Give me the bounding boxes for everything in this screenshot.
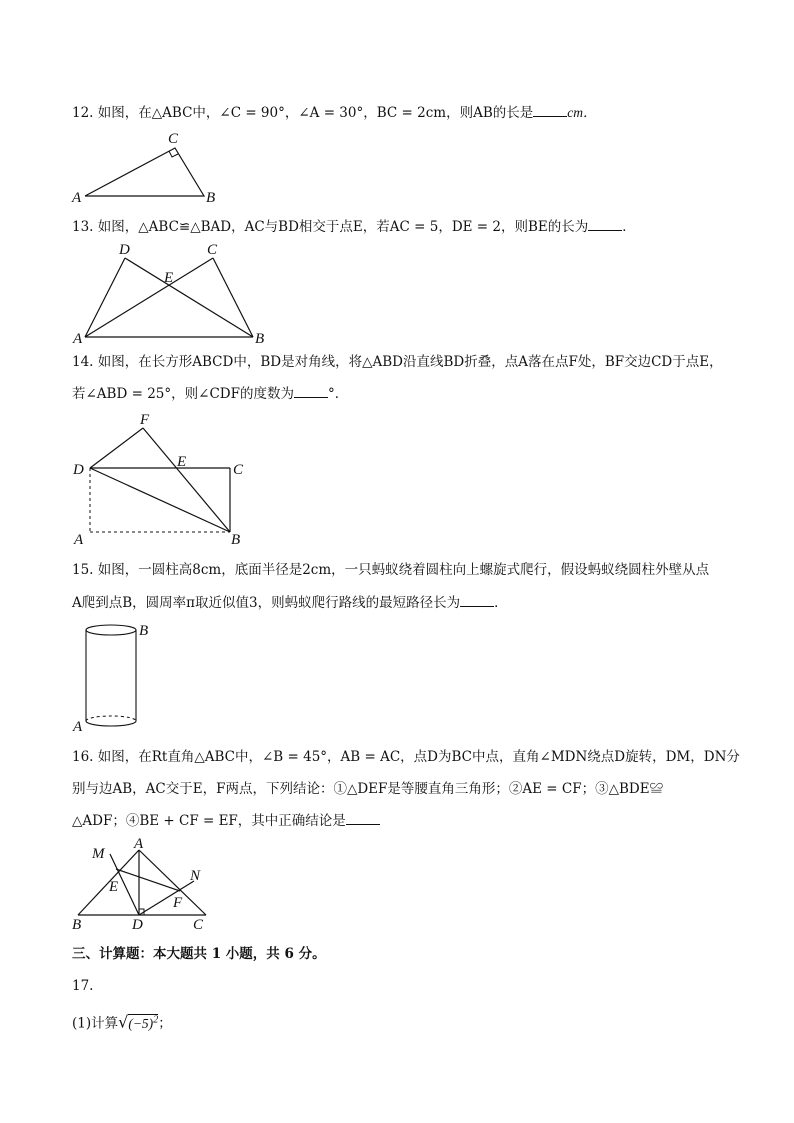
q12-stem: 12. 如图，在△ABC中，∠C = 90°，∠A = 30°，BC = 2cm，则AB的长是 <box>72 105 534 121</box>
q12-text <box>72 102 597 123</box>
q13-figure <box>68 240 278 348</box>
q17-radicand <box>128 1014 158 1031</box>
q14-stem-2: 若∠ABD = 25°，则∠CDF的度数为 <box>72 386 294 402</box>
q16-text-line2 <box>72 779 663 799</box>
q14-label-c: C <box>233 462 244 478</box>
q16-label-b: B <box>72 917 82 933</box>
q14-text-line2 <box>72 383 348 404</box>
q15-cylinder-bottom-front <box>86 721 136 726</box>
q16-label-n: N <box>190 868 201 884</box>
q12-label-c: C <box>168 131 179 147</box>
q13-label-b: B <box>255 331 265 347</box>
q15-text-line2 <box>72 592 508 613</box>
q14-label-e: E <box>177 454 187 470</box>
sqrt-symbol: √ <box>118 1012 129 1032</box>
q13-answer-blank[interactable] <box>588 216 622 231</box>
q15-stem-1: 15. 如图，一圆柱高8cm，底面半径是2cm，一只蚂蚁绕着圆柱向上螺旋式爬行，假设蚂蚁绕圆柱外壁从点 <box>72 562 710 578</box>
q16-label-m: M <box>92 846 105 862</box>
q14-label-b: B <box>231 532 241 548</box>
q14-text-line1 <box>72 352 723 372</box>
q16-label-a: A <box>134 836 144 852</box>
q12-right-angle-mark <box>169 151 178 157</box>
q13-label-a: A <box>73 331 83 347</box>
q16-text-line1 <box>72 747 740 767</box>
q12-label-b: B <box>206 190 216 206</box>
q15-figure <box>68 618 168 736</box>
q17-exponent: 2 <box>153 1014 159 1025</box>
q16-figure <box>66 834 226 934</box>
q17-part1-end: ； <box>158 1015 172 1032</box>
q14-segment-df <box>90 428 143 468</box>
q13-segment-ac <box>85 258 213 337</box>
q15-label-a: A <box>73 719 83 735</box>
q14-answer-blank[interactable] <box>294 383 328 398</box>
q14-label-f: F <box>140 412 150 428</box>
q15-cylinder-top <box>86 625 136 635</box>
q15-text-line1 <box>72 560 709 580</box>
q14-figure <box>68 408 268 550</box>
q16-stem-3: △ADF；④BE + CF = EF，其中正确结论是 <box>72 813 346 829</box>
q17-part1 <box>72 1010 172 1034</box>
q16-stem-2: 别与边AB，AC交于E，F两点，下列结论：①△DEF是等腰直角三角形；②AE = CF；③△BDE≌ <box>72 781 664 797</box>
q14-segment-fb <box>143 428 230 532</box>
section-three-heading: 三、计算题：本大题共 1 小题，共 6 分。 <box>72 946 326 962</box>
q13-label-d: D <box>119 242 130 258</box>
q15-label-b: B <box>139 623 149 639</box>
q12-triangle <box>85 148 204 196</box>
q17-number: 17. <box>72 978 94 994</box>
q14-label-d: D <box>73 462 84 478</box>
q15-cylinder-bottom-back <box>86 716 136 721</box>
q16-stem-1: 16. 如图，在Rt直角△ABC中，∠B = 45°，AB = AC，点D为BC中点，直角∠MDN绕点D旋转，DM，DN分 <box>72 749 740 765</box>
q15-stem-2: A爬到点B，圆周率π取近似值3，则蚂蚁爬行路线的最短路径长为 <box>72 595 461 611</box>
q12-figure <box>68 128 228 208</box>
q13-end: ． <box>622 219 636 235</box>
q14-diagonal-bd <box>90 468 230 532</box>
q15-end: ． <box>494 595 508 611</box>
q14-label-a: A <box>74 532 84 548</box>
q16-text-line3 <box>72 810 380 831</box>
q13-label-c: C <box>207 242 218 258</box>
q13-stem: 13. 如图，△ABC≌△BAD，AC与BD相交于点E，若AC = 5，DE = 2，则BE的长为 <box>72 219 589 235</box>
q14-stem-1: 14. 如图，在长方形ABCD中，BD是对角线，将△ABD沿直线BD折叠，点A落在点F处，BF交边CD于点E， <box>72 354 723 370</box>
q13-text <box>72 216 636 237</box>
q16-label-f: F <box>173 895 183 911</box>
q17-part1-prefix: (1)计算 <box>72 1015 119 1032</box>
q12-unit: cm． <box>567 105 597 120</box>
q14-end: °． <box>327 386 349 402</box>
q13-segment-bd <box>125 258 253 337</box>
q16-answer-blank[interactable] <box>346 810 380 825</box>
q16-label-d: D <box>132 917 143 933</box>
q13-label-e: E <box>164 270 174 286</box>
q15-answer-blank[interactable] <box>460 592 494 607</box>
q17-radicand-base: (−5) <box>128 1015 154 1031</box>
q16-label-e: E <box>109 879 119 895</box>
q16-label-c: C <box>193 917 204 933</box>
q12-answer-blank[interactable] <box>533 102 567 117</box>
q12-label-a: A <box>72 190 82 206</box>
